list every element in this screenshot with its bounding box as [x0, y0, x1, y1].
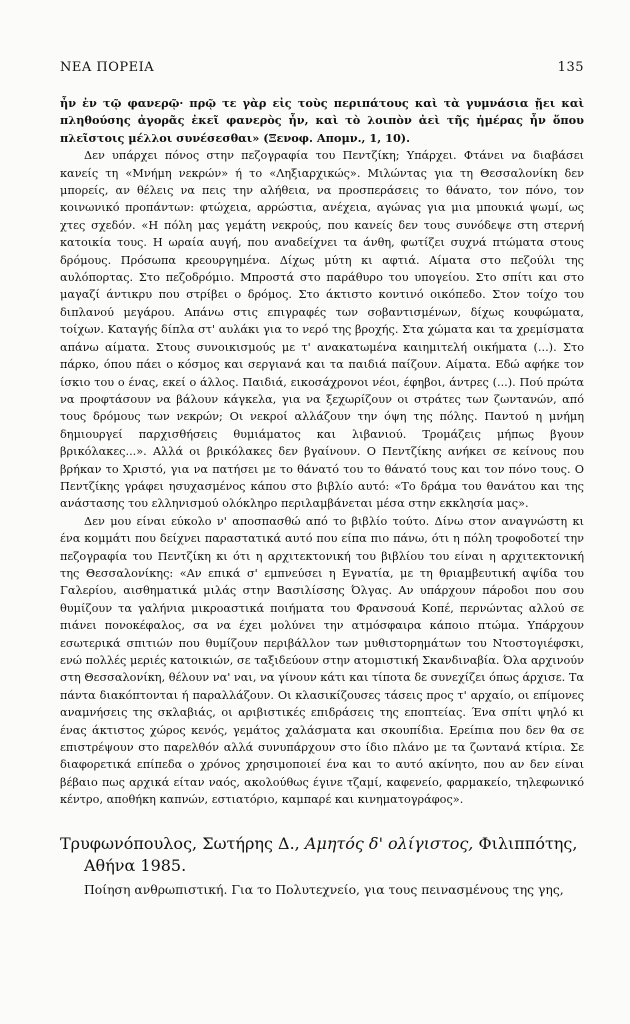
entry-author: Τρυφωνόπουλος, Σωτήρης Δ.,: [60, 833, 300, 853]
review-entry: [60, 833, 584, 899]
entry-title: Αμητός δ' ολίγιστος,: [304, 833, 474, 853]
running-head: [60, 60, 584, 75]
paragraph: Δεν μου είναι εύκολο ν' αποσπασθώ από το βιβλίο τούτο. Δίνω στον αναγνώστη κι ένα κομμάτι που δείχνει παραστατικά αυτό που είπα πιο πάνω, ότι η πόλη τροφοδοτεί την πεζογραφία του Πεντζίκη κι ότι η αρχιτεκτονική του βιβλίου του είναι η αρχιτεκτονική της Θεσσαλονίκης: «Αν επικά σ' εμπνεύσει η Εγνατία, με τη θριαμβευτική αψίδα του Γαλερίου, αισθηματικά μιλάς στην Βασιλίσσης Όλγας. Αν υπάρχουν πάροδοι που σου θυμίζουν τα γαλήνια μικροαστικά ποιήματα του Φρανσουά Κοπέ, περνώντας αλλού σε πιάνει πονοκέφαλος, σα να έχει μολύνει την ατμόσφαιρα κάποιο πτώμα. Υπάρχουν εσωτερικά σπιτιών που θυμίζουν περιβάλλον των μυθιστορημάτων του Ντοστογιέφσκι, ενώ πολλές μεριές κατοικιών, σε ταξιδεύουν στην ατομιστική Σκανδιναβία. Όλα αρχινούν στη Θεσσαλονίκη, θέλουν να' ναι, να γίνουν κάτι και τίποτα δε συνεχίζει όπως άρχισε. Τα πάντα διακόπτονται ή παραλλάζουν. Οι κλασικίζουσες τάσεις προς τ' αρχαίο, οι επίμονες αναμνήσεις της σκλαβιάς, οι αριβιστικές επιδράσεις της εποπτείας. Ένα σπίτι ψηλό κι ένας άκτιστος χώρος κενός, γεμάτος χαλάσματα και σκουπίδια. Ερείπια που δεν θα σε επιστρέψουν στο παρελθόν αλλά συνυπάρχουν στο ίδιο πλάνο με τα ζωντανά κτίρια. Σε διαφορετικά επίπεδα ο χρόνος χρησιμοποιεί ένα και το αυτό ακίνητο, που αν δεν είναι βέβαιο πως αρχικά είταν ναός, ακολούθως έγινε τζαμί, καφενείο, φαρμακείο, τηλεφωνικό κέντρο, αποθήκη καπνών, εστιατόριο, καμπαρέ και κινηματογράφος».: [60, 514, 584, 807]
entry-heading: [60, 833, 584, 877]
article-body: [60, 95, 584, 809]
journal-title: ΝΕΑ ΠΟΡΕΙΑ: [60, 60, 155, 75]
entry-publisher: Φιλιππότης,: [478, 833, 578, 853]
paragraph: ἦν ἐν τῷ φανερῷ· πρῷ τε γὰρ εἰς τοὺς περιπάτους καὶ τὰ γυμνάσια ᾔει καὶ πληθούσης ἀγορᾶς ἐκεῖ φανερὸς ἦν, καὶ τὸ λοιπὸν ἀεὶ τῆς ἡμέρας ἦν ὅπου πλεῖστοις μέλλοι συνέσεσθαι» (Ξενοφ. Απομν., 1, 10).: [60, 96, 584, 145]
entry-text: Ποίηση ανθρωπιστική. Για το Πολυτεχνείο, για τους πεινασμένους της γης,: [84, 881, 564, 897]
entry-place-year: Αθήνα 1985.: [84, 855, 187, 875]
page-number: 135: [557, 60, 584, 75]
paragraph: Δεν υπάρχει πόνος στην πεζογραφία του Πεντζίκη; Υπάρχει. Φτάνει να διαβάσει κανείς τη «Μνήμη νεκρών» ή το «Ληξιαρχικώς». Μιλώντας για τη Θεσσαλονίκη δεν μπορείς, αν θέλεις να πεις την αλήθεια, να προσπεράσεις το θάνατο, τον πόνο, τον κοινωνικό προπάντων: φτώχεια, αρρώστια, ανέχεια, αγώνας για μια μπουκιά ψωμί, ως χτες σχεδόν. «Η πόλη μας γεμάτη νεκρούς, που κανείς δεν τους συνόδεψε στη στερνή κατοικία τους. Η ωραία αυγή, που αναδείχνει τα άνθη, φωτίζει συχνά πτώματα στους δρόμους. Πρόσωπα κρεουργημένα. Δίχως μύτη κι αφτιά. Αίματα στο πεζούλι της αυλόπορτας. Στο πεζοδρόμιο. Μπροστά στο παράθυρο του υπογείου. Στο σπίτι και στο μαγαζί άντικρυ που στρίβει ο δρόμος. Στο άκτιστο κοντινό οικόπεδο. Στον τοίχο του διπλανού μεγάρου. Απάνω στις επιγραφές των σοβαντισμένων, δίχως κουφώματα, τοίχων. Καταγής δίπλα στ' αυλάκι για το νερό της βροχής. Στα χώματα και τα χρεμίσματα απάνω αίματα. Στους συνοικισμούς με τ' ανακατωμένα καιημιτελή οικήματα (...). Στο πάρκο, όπου πάει ο κόσμος και σεργιανά και τα παιδιά παίζουν. Αίματα. Εδώ αφήκε τον ίσκιο του ο ένας, εκεί ο άλλος. Παιδιά, εικοσάχρονοι νέοι, έφηβοι, άντρες (...). Πού πρώτα να προφτάσουν να βάλουν κάγκελα, για να ξεχωρίζουν οι στράτες των ζωντανών, από τους δρόμους των νεκρών; Οι νεκροί αλλάζουν την όψη της πόλης. Παντού η μνήμη δημιουργεί παρχισθήσεις θυμιάματος και λιβανιού. Τρομάζεις μήπως βγουν βρικόλακες...». Αλλά οι βρικόλακες δεν βγαίνουν. Ο Πεντζίκης ανήκει σε κείνους που βρήκαν το Χριστό, για να πατήσει με το θάνατό του το θάνατό τους και τον πόνο τους. Ο Πεντζίκης γράφει ησυχασμένος κάπου στο βιβλίο αυτό: «Το δράμα του θανάτου και της ανάστασης του ελληνισμού ολόκληρο περιλαμβάνεται μέσα στην εκκλησία μας».: [60, 149, 584, 511]
